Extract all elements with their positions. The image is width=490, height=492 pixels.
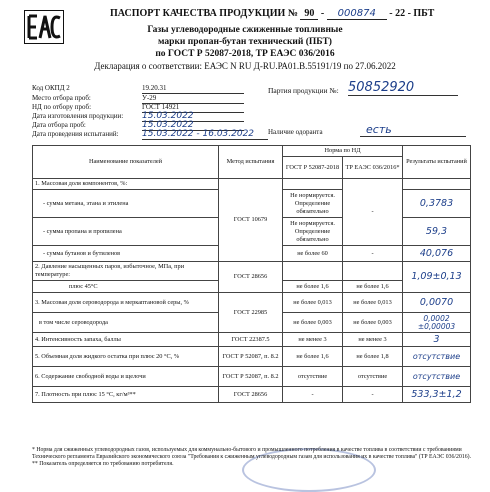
- batch-number: Партия продукции №: 50852920: [268, 86, 339, 95]
- tr-norm-cell: -: [343, 179, 403, 246]
- result-value: 59,3: [403, 218, 471, 246]
- tr-norm-cell: не более 1,6: [343, 281, 403, 293]
- norm-cell: -: [283, 387, 343, 403]
- result-value: 1,09±0,13: [403, 262, 471, 293]
- tr-norm-cell: -: [343, 387, 403, 403]
- result-value: 0,3783: [403, 190, 471, 218]
- norm-cell: не более 1,6: [283, 281, 343, 293]
- method-cell: ГОСТ 10679: [219, 179, 283, 262]
- method-cell: ГОСТ 22985: [219, 293, 283, 333]
- result-value: 3: [403, 333, 471, 347]
- col-method-header: Метод испытания: [219, 146, 283, 179]
- product-line-1: Газы углеводородные сжиженные топливные: [147, 25, 343, 35]
- method-cell: ГОСТ Р 52087, п. 8.2: [219, 347, 283, 367]
- product-line-3: по ГОСТ Р 52087-2018, ТР ЕАЭС 036/2016: [155, 49, 335, 59]
- tr-norm-cell: не менее 3: [343, 333, 403, 347]
- meta-okpd: Код ОКПД 2 19.20.31: [32, 84, 70, 93]
- row-butane: - сумма бутанов и бутиленов: [33, 246, 219, 262]
- tr-norm-cell: не более 0,003: [343, 313, 403, 333]
- tr-norm-cell: не более 0,013: [343, 293, 403, 313]
- row-density: 7. Плотность при плюс 15 °С, кг/м³**: [33, 387, 219, 403]
- tr-norm-cell: -: [343, 246, 403, 262]
- col-gost-header: ГОСТ Р 52087-2018: [283, 157, 343, 179]
- col-result-header: Результаты испытаний: [403, 146, 471, 179]
- product-line-2: марки пропан-бутан технический (ПБТ): [158, 37, 332, 47]
- row-residue: 5. Объемная доля жидкого остатка при плюс 20 °С, %: [33, 347, 219, 367]
- meta-sample-date: Дата отбора проб: 15.03.2022: [32, 121, 86, 130]
- row-components-title: 1. Массовая доля компонентов, %:: [33, 179, 219, 190]
- method-cell: ГОСТ 28656: [219, 262, 283, 293]
- meta-sample-nd: НД по отбору проб: ГОСТ 14921: [32, 103, 91, 112]
- method-cell: ГОСТ 28656: [219, 387, 283, 403]
- col-norm-header: Норма по НД: [283, 146, 403, 157]
- meta-sample-place: Место отбора проб: У-29: [32, 94, 91, 103]
- row-h2s: в том числе сероводорода: [33, 313, 219, 333]
- footnote-1: * Норма для сжиженных углеводородных газов, используемых для коммунально-бытового и промышленного потребления в качестве топлива в соответствии с требованиями Технического регламента Евразийского экономического союза "Требования к сжиженным углеводородным газам для использования их в качестве топлива" (ТР ЕАЭС 036/2016).: [32, 447, 472, 461]
- declaration-line: Декларация о соответствии: ЕАЭС N RU Д-RU.РА01.В.55191/19 по 27.06.2022: [94, 61, 396, 71]
- result-value: 0,0002 ±0,00003: [403, 313, 471, 333]
- row-sulfur: 3. Массовая доля сероводорода и меркаптановой серы, %: [33, 293, 219, 313]
- norm-cell: не более 0,013: [283, 293, 343, 313]
- meta-test-date: Дата проведения испытаний: 15.03.2022 - 16.03.2022: [32, 130, 119, 139]
- row-odor: 4. Интенсивность запаха, баллы: [33, 333, 219, 347]
- result-value: отсутствие: [403, 367, 471, 387]
- tr-norm-cell: не более 1,8: [343, 347, 403, 367]
- method-cell: ГОСТ Р 52087, п. 8.2: [219, 367, 283, 387]
- norm-cell: отсутствие: [283, 367, 343, 387]
- row-propane: - сумма пропана и пропилена: [33, 218, 219, 246]
- method-cell: ГОСТ 22387.5: [219, 333, 283, 347]
- tr-norm-cell: отсутствие: [343, 367, 403, 387]
- row-vapor-pressure: 2. Давление насыщенных паров, избыточное, МПа, при температуре:: [33, 262, 219, 281]
- row-methane: - сумма метана, этана и этилена: [33, 190, 219, 218]
- col-name-header: Наименование показателей: [33, 146, 219, 179]
- norm-cell: не более 0,003: [283, 313, 343, 333]
- norm-cell: Не нормируется. Определение обязательно: [283, 218, 343, 246]
- norm-cell: не более 1,6: [283, 347, 343, 367]
- norm-cell: не менее 3: [283, 333, 343, 347]
- result-value: 0,0070: [403, 293, 471, 313]
- norm-cell: Не нормируется. Определение обязательно: [283, 190, 343, 218]
- result-value: отсутствие: [403, 347, 471, 367]
- passport-title: ПАСПОРТ КАЧЕСТВА ПРОДУКЦИИ № 90 - 000874 - 22 - ПБТ: [110, 8, 435, 19]
- footnote-2: ** Показатель определяется по требованию потребителя.: [32, 461, 174, 468]
- result-value: 533,3±1,2: [403, 387, 471, 403]
- footnotes: [32, 447, 472, 469]
- odorant-presence: Наличие одоранта есть: [268, 128, 323, 136]
- result-value: 40,076: [403, 246, 471, 262]
- col-tr-header: ТР ЕАЭС 036/2016*: [343, 157, 403, 179]
- norm-cell: не более 60: [283, 246, 343, 262]
- results-table: [32, 145, 471, 403]
- row-vapor-pressure-45: плюс 45°С: [33, 281, 219, 293]
- row-water: 6. Содержание свободной воды и щелочи: [33, 367, 219, 387]
- meta-production-date: Дата изготовления продукции: 15.03.2022: [32, 112, 123, 121]
